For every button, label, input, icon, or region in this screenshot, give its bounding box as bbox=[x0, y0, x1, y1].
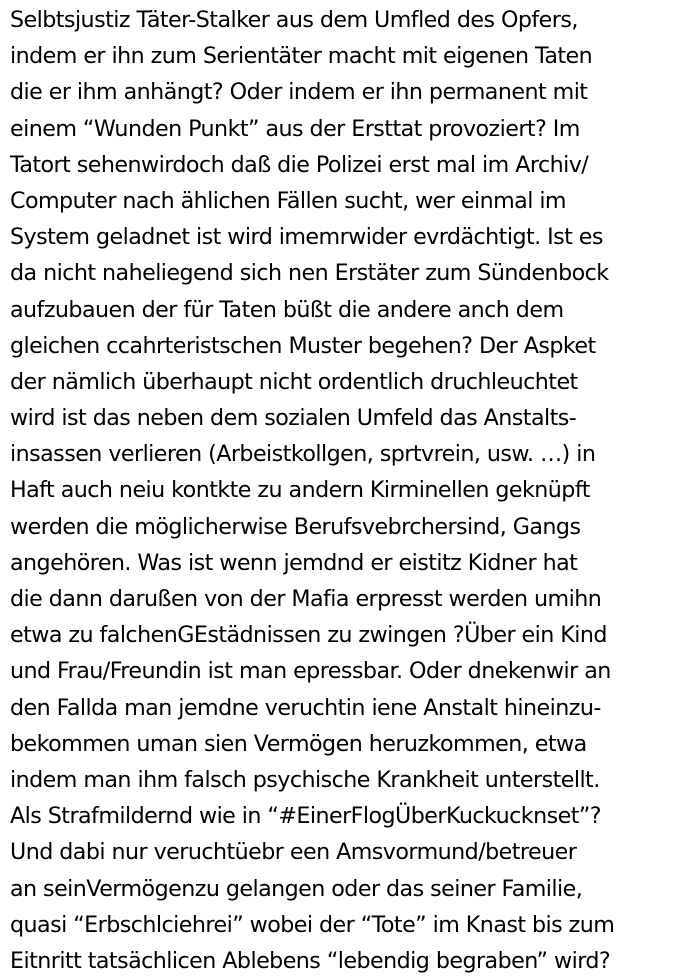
text-line: angehören. Was ist wenn jemdnd er eistitz Kidner hat bbox=[10, 549, 578, 576]
text-line: einem “Wunden Punkt” aus der Ersttat provoziert? Im bbox=[10, 115, 580, 142]
text-line: der nämlich überhaupt nicht ordentlich druchleuchtet bbox=[10, 368, 578, 395]
text-line: aufzubauen der für Taten büßt die andere anch dem bbox=[10, 296, 564, 323]
text-line: werden die möglicherwise Berufsvebrchersind, Gangs bbox=[10, 513, 581, 540]
text-line: den Fallda man jemdne veruchtin iene Anstalt hineinzu- bbox=[10, 694, 601, 721]
text-line: da nicht naheliegend sich nen Erstäter zum Sündenbock bbox=[10, 260, 609, 287]
text-line: Computer nach ählichen Fällen sucht, wer einmal im bbox=[10, 187, 566, 214]
text-line: etwa zu falchenGEstädnissen zu zwingen ?Über ein Kind bbox=[10, 622, 607, 649]
text-line: Und dabi nur veruchtüebr een Amsvormund/betreuer bbox=[10, 839, 577, 866]
text-line: System geladnet ist wird imemrwider evrdächtigt. Ist es bbox=[10, 224, 603, 251]
text-line: indem man ihm falsch psychische Krankheit unterstellt. bbox=[10, 766, 600, 793]
text-line: Tatort sehenwirdoch daß die Polizei erst mal im Archiv/ bbox=[10, 151, 589, 178]
text-line: die er ihm anhängt? Oder indem er ihn permanent mit bbox=[10, 79, 588, 106]
text-line: gleichen ccahrteristschen Muster begehen? Der Aspket bbox=[10, 332, 596, 359]
text-line: die dann darußen von der Mafia erpresst werden umihn bbox=[10, 586, 602, 612]
text-line: Eitnritt tatsächlicen Ablebens “lebendig begraben” wird? bbox=[10, 947, 611, 974]
text-line: quasi “Erbschlciehrei” wobei der “Tote” im Knast bis zum bbox=[10, 911, 615, 938]
text-line: bekommen uman sien Vermögen heruzkommen, etwa bbox=[10, 730, 587, 757]
text-line: insassen verlieren (Arbeistkollgen, sprtvrein, usw. …) in bbox=[10, 441, 596, 468]
text-line: Haft auch neiu kontkte zu andern Kirminellen geknüpft bbox=[10, 477, 590, 504]
text-line: und Frau/Freundin ist man epressbar. Oder dnekenwir an bbox=[10, 658, 611, 685]
text-line: indem er ihn zum Serientäter macht mit eigenen Taten bbox=[10, 43, 593, 70]
text-line: Selbtsjustiz Täter-Stalker aus dem Umfled des Opfers, bbox=[10, 7, 578, 33]
text-line: wird ist das neben dem sozialen Umfeld das Anstalts- bbox=[10, 405, 577, 432]
text-line: Als Strafmildernd wie in “#EinerFlogÜberKuckucknset”? bbox=[10, 803, 602, 830]
body-text bbox=[10, 2, 680, 979]
text-line: an seinVermögenzu gelangen oder das seiner Familie, bbox=[10, 875, 583, 902]
